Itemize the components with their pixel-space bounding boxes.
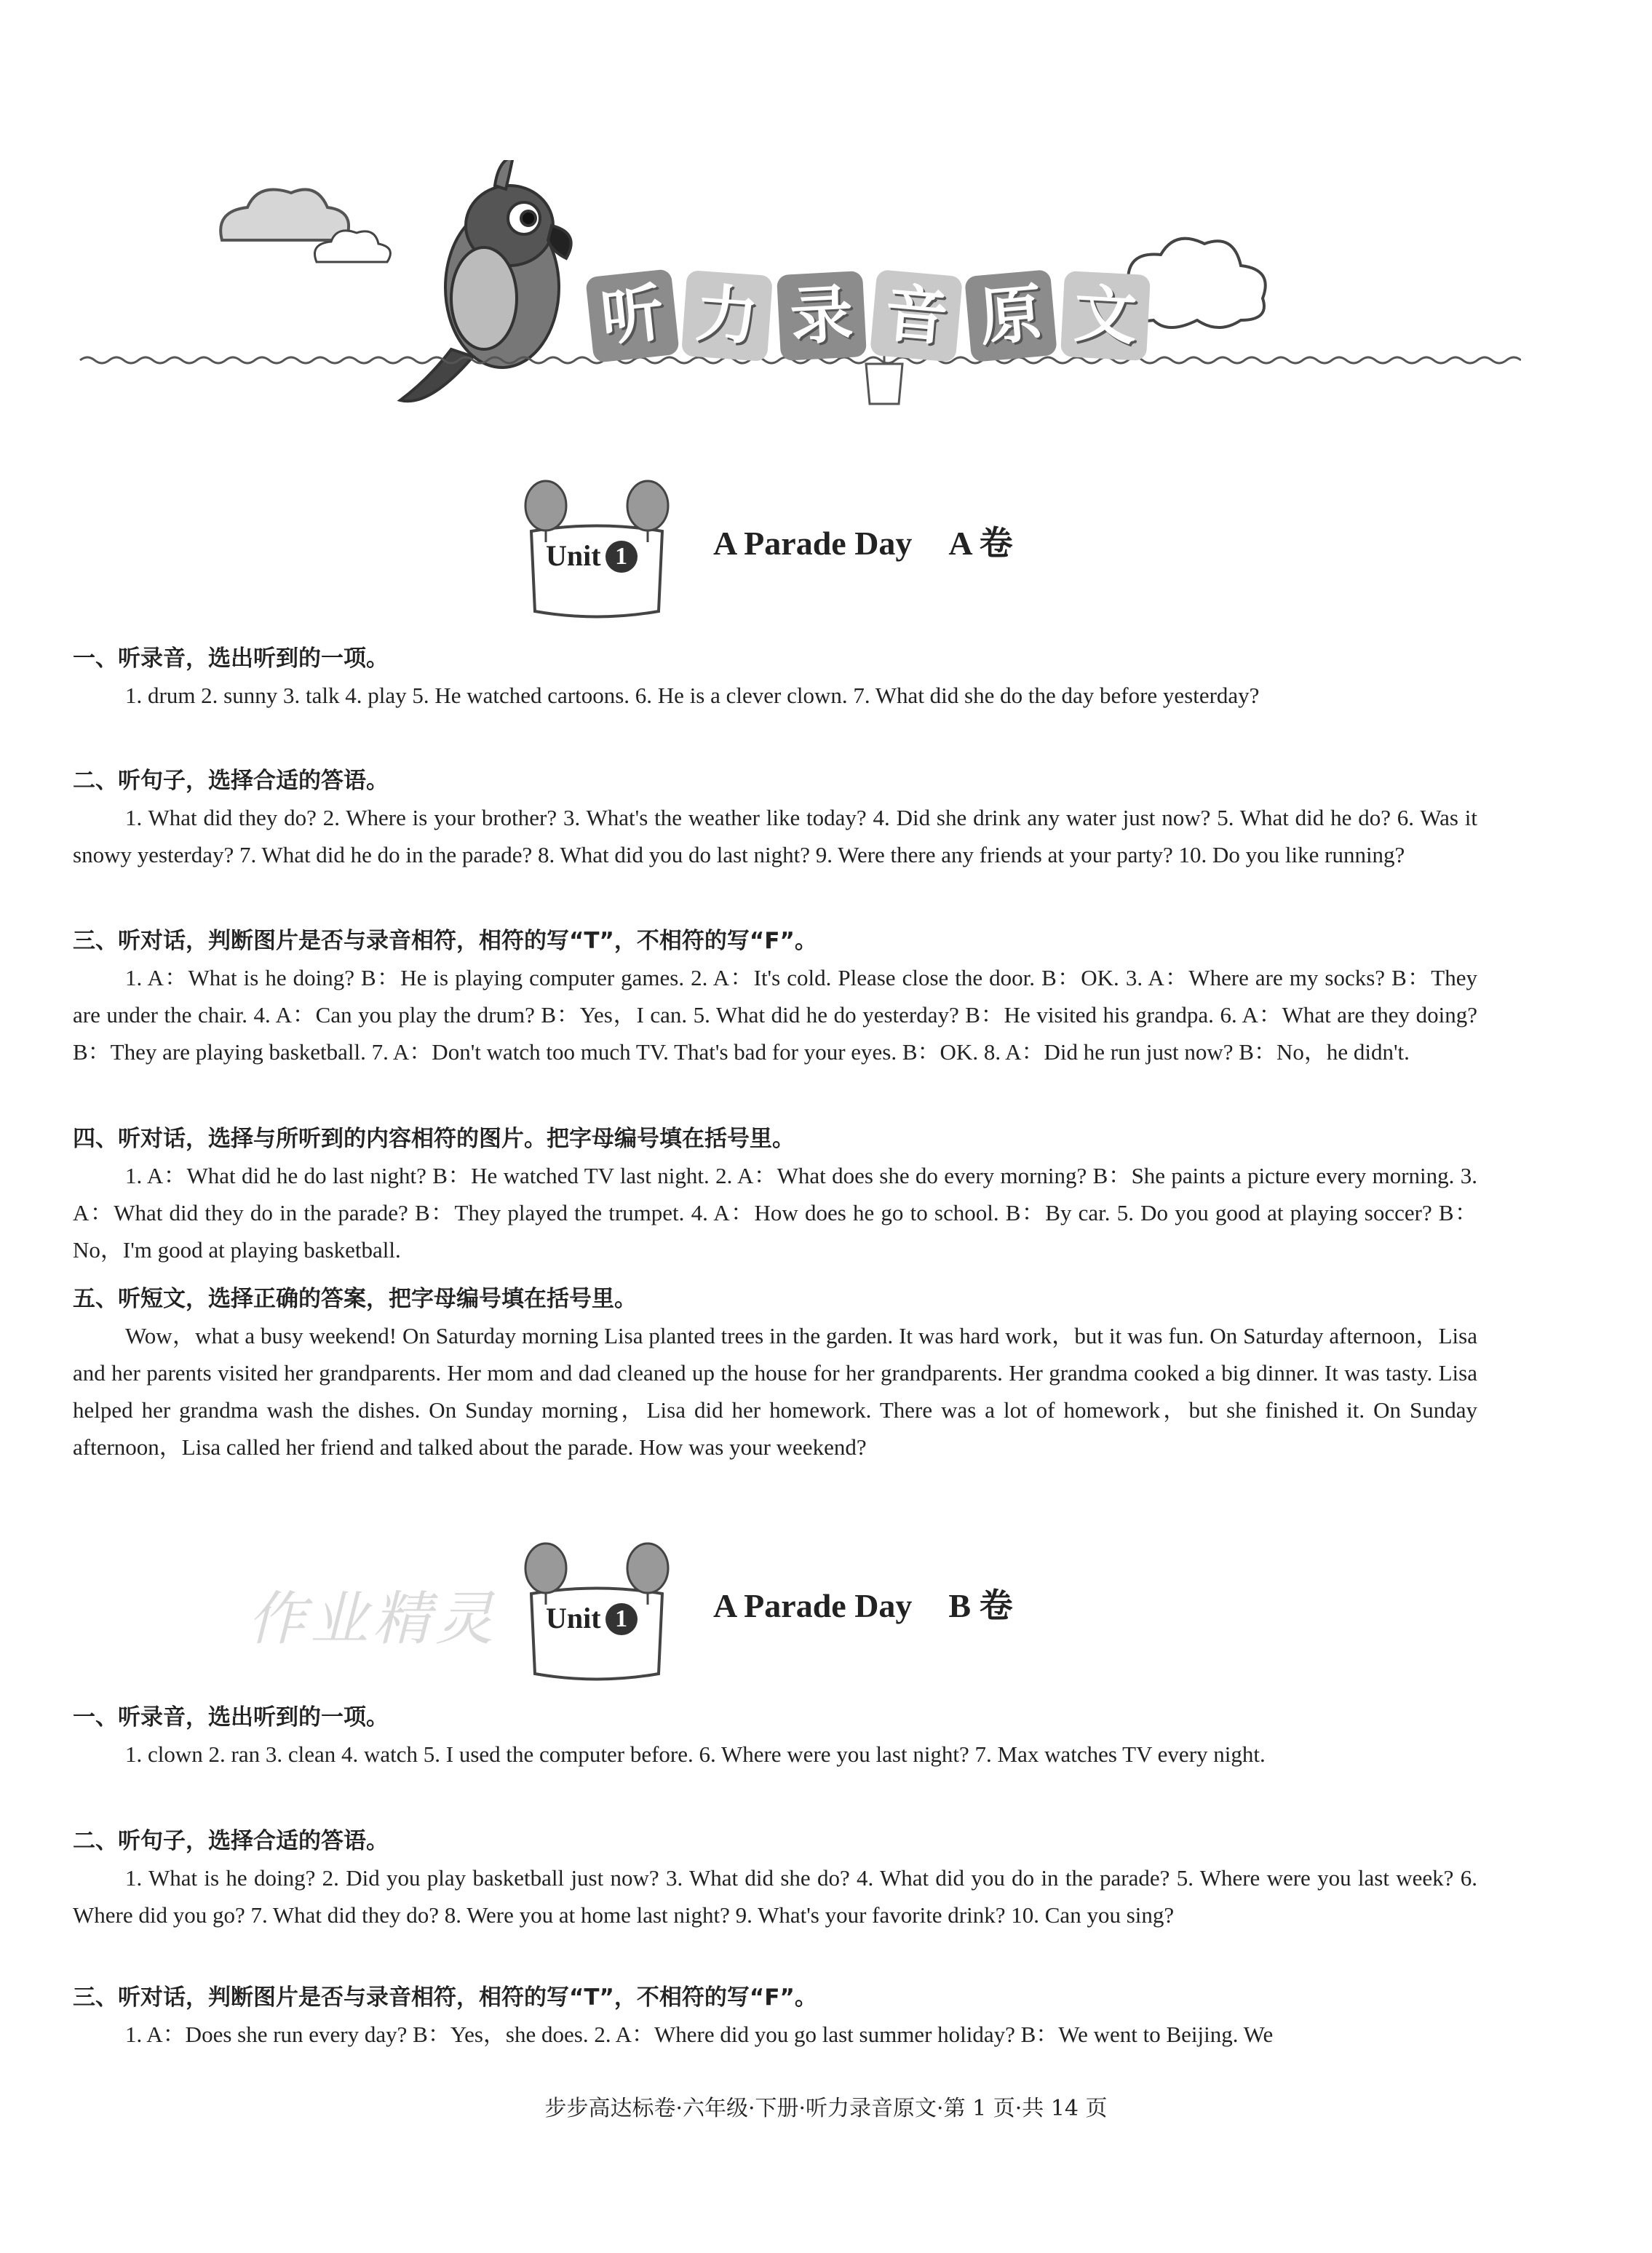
unit-b-section-3 <box>73 1979 1477 2053</box>
section-heading: 二、听句子，选择合适的答语。 <box>73 1828 389 1854</box>
unit-word: Unit <box>546 539 601 572</box>
unit-a-section-5 <box>73 1281 1477 1466</box>
section-text: 1. A：What did he do last night? B：He watched TV last night. 2. A：What does she do every morning? B：She paints a picture every morning. 3. A：What did they do in the parade? B：They played the trumpet. 4. A：How does he go to school. B：By car. 5. Do you good at playing soccer? B：No，I'm good at playing basketball. <box>73 1163 1477 1263</box>
unit-b-section-1 <box>73 1699 1477 1773</box>
unit-word: Unit <box>546 1602 601 1634</box>
title-char-5: 原 <box>964 269 1057 362</box>
title-char-2: 力 <box>681 270 773 362</box>
unit-number-badge: 1 <box>605 1603 638 1635</box>
unit-number-badge: 1 <box>605 541 638 573</box>
section-heading: 三、听对话，判断图片是否与录音相符，相符的写“T”，不相符的写“F”。 <box>73 928 817 954</box>
section-text: 1. A：What is he doing? B：He is playing computer games. 2. A：It's cold. Please close the door. B：OK. 3. A：Where are my socks? B：They are under the chair. 4. A：Can you play the drum? B：Yes，I can. 5. What did he do yesterday? B：He visited his grandpa. 6. A：What are they doing? B：They are playing basketball. 7. A：Don't watch too much TV. That's bad for your eyes. B：OK. 8. A：Did he run just now? B：No，he didn't. <box>73 965 1477 1065</box>
section-heading: 四、听对话，选择与所听到的内容相符的图片。把字母编号填在括号里。 <box>73 1126 795 1152</box>
title-char-1: 听 <box>585 269 680 363</box>
section-heading: 五、听短文，选择正确的答案，把字母编号填在括号里。 <box>73 1286 637 1312</box>
unit-a-section-3 <box>73 923 1477 1070</box>
section-text: Wow，what a busy weekend! On Saturday morning Lisa planted trees in the garden. It was hard work，but it was fun. On Saturday afternoon，Lisa and her parents visited her grandparents. Her mom and dad cleaned up the house for her grandparents. Her grandma cooked a big dinner. It was tasty. Lisa helped her grandma wash the dishes. On Sunday morning，Lisa did her homework. There was a lot of homework，but she finished it. On Sunday afternoon，Lisa called her friend and talked about the parade. How was your weekend? <box>73 1323 1477 1460</box>
title-char-6: 文 <box>1060 271 1151 361</box>
unit-title-text: A Parade Day <box>713 1587 913 1624</box>
title-char-3: 录 <box>777 271 867 361</box>
header-banner <box>65 160 1521 437</box>
page-footer: 步步高达标卷·六年级·下册·听力录音原文·第 1 页·共 14 页 <box>544 2096 1108 2121</box>
unit-title <box>713 1579 1013 1627</box>
section-heading: 一、听录音，选出听到的一项。 <box>73 645 389 672</box>
parrot-icon <box>400 160 571 401</box>
unit-label <box>546 539 638 573</box>
section-text: 1. What is he doing? 2. Did you play basketball just now? 3. What did she do? 4. What did you do in the parade? 5. Where were you last week? 6. Where did you go? 7. What did they do? 8. Were you at home last night? 9. What's your favorite drink? 10. Can you sing? <box>73 1865 1477 1928</box>
section-text: 1. drum 2. sunny 3. talk 4. play 5. He watched cartoons. 6. He is a clever clown. 7. What did she do the day before yesterday? <box>125 683 1260 708</box>
watermark: 作业精灵 <box>247 1585 498 1653</box>
section-heading: 三、听对话，判断图片是否与录音相符，相符的写“T”，不相符的写“F”。 <box>73 1984 817 2011</box>
paper-label: B 卷 <box>948 1587 1013 1624</box>
title-char-4: 音 <box>870 269 963 362</box>
unit-b-section-2 <box>73 1823 1477 1934</box>
unit-label <box>546 1601 638 1635</box>
cloud-icon <box>221 190 349 241</box>
section-heading: 一、听录音，选出听到的一项。 <box>73 1704 389 1731</box>
unit-b-header <box>502 1535 1448 1681</box>
unit-title <box>713 517 1013 565</box>
section-heading: 二、听句子，选择合适的答语。 <box>73 768 389 794</box>
section-text: 1. A：Does she run every day? B：Yes，she does. 2. A：Where did you go last summer holiday? B：We went to Beijing. We <box>125 2022 1274 2047</box>
paper-label: A 卷 <box>948 525 1013 562</box>
unit-a-section-2 <box>73 763 1477 873</box>
unit-title-text: A Parade Day <box>713 525 913 562</box>
unit-a-section-4 <box>73 1121 1477 1268</box>
section-text: 1. What did they do? 2. Where is your brother? 3. What's the weather like today? 4. Did she drink any water just now? 5. What did he do? 6. Was it snowy yesterday? 7. What did he do in the parade? 8. What did you do last night? 9. Were there any friends at your party? 10. Do you like running? <box>73 805 1477 867</box>
unit-a-section-1 <box>73 640 1477 714</box>
unit-a-header <box>502 473 1448 619</box>
section-text: 1. clown 2. ran 3. clean 4. watch 5. I used the computer before. 6. Where were you last night? 7. Max watches TV every night. <box>125 1741 1266 1767</box>
